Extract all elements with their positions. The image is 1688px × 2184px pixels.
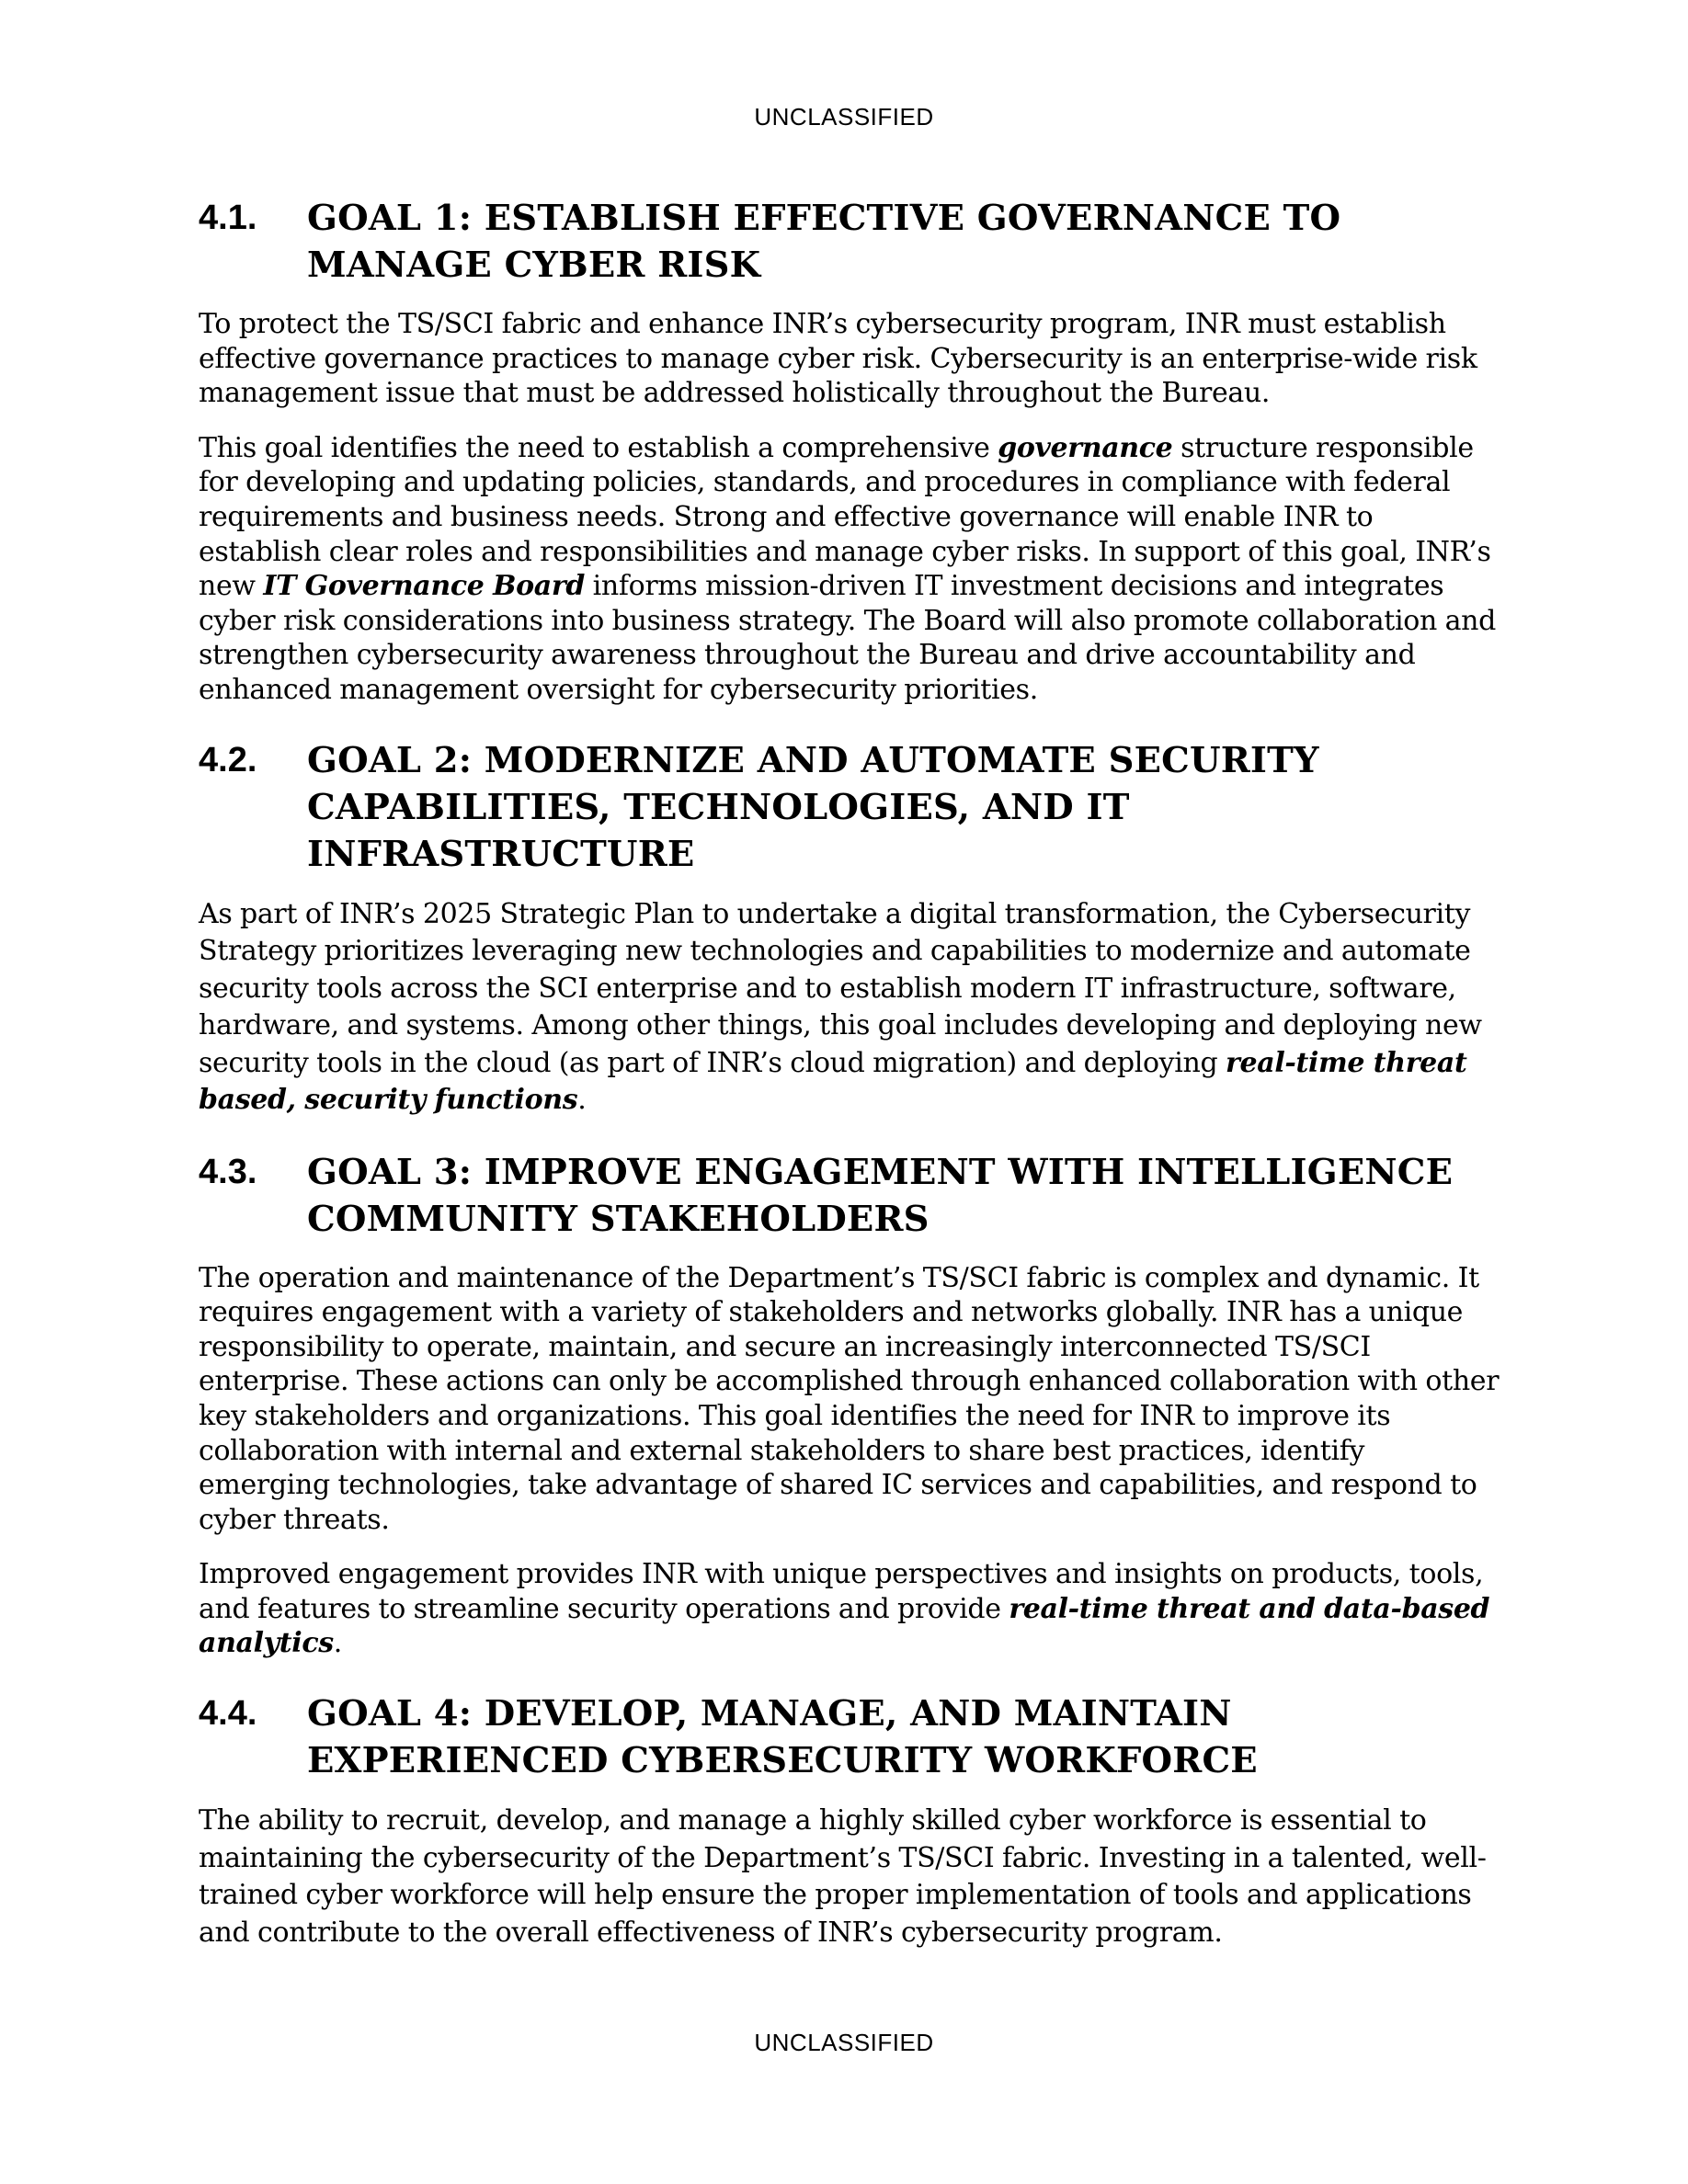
section-heading [199, 1149, 1500, 1243]
paragraph [199, 1557, 1500, 1661]
document-body [199, 195, 1500, 1972]
paragraph: The ability to recruit, develop, and manage a highly skilled cyber workforce is essential to maintaining the cybersecurity of the Department’s TS/SCI fabric. Investing in a talented, well-trained cyber workforce will help ensure the proper implementation of tools and applications and contribute to the overall effectiveness of INR’s cybersecurity program. [199, 1804, 1487, 1949]
section-number: 4.1. [199, 199, 257, 237]
section-goal-2 [199, 737, 1500, 1120]
classification-marking-bottom: UNCLASSIFIED [754, 2029, 934, 2056]
emphasis-term: IT Governance Board [263, 570, 585, 603]
section-heading [199, 195, 1500, 289]
paragraph [199, 431, 1500, 708]
emphasis-term: real-time threat and data-based analytics [199, 1592, 1490, 1660]
section-number: 4.3. [199, 1152, 257, 1191]
paragraph [199, 896, 1500, 1120]
section-title: GOAL 4: DEVELOP, MANAGE, AND MAINTAIN EXPERIENCED CYBERSECURITY WORKFORCE [307, 1693, 1258, 1782]
paragraph: To protect the TS/SCI fabric and enhance INR’s cybersecurity program, INR must establish effective governance practices to manage cyber risk. Cybersecurity is an enterprise-wide risk management issue that must be addressed holistically throughout the Bureau. [199, 308, 1477, 410]
classification-marking-top: UNCLASSIFIED [754, 103, 934, 131]
emphasis-term: real-time threat based, security functions [199, 1046, 1467, 1117]
section-heading [199, 737, 1500, 878]
section-number: 4.2. [199, 740, 257, 779]
section-number: 4.4. [199, 1694, 257, 1734]
text-run: . [333, 1627, 342, 1660]
section-heading [199, 1690, 1500, 1784]
emphasis-term: governance [998, 431, 1173, 464]
text-run: informs mission-driven IT investment decisions and integrates cyber risk considerations into business strategy. The Board will also promote collaboration and strengthen cybersecurity awareness throughout the Bureau and drive accountability and enhanced management oversight for cybersecurity priorities. [199, 570, 1496, 706]
text-run: Improved engagement provides INR with unique perspectives and insights on products, tools, and features to streamline security operations and provide [199, 1558, 1484, 1625]
section-title: GOAL 3: IMPROVE ENGAGEMENT WITH INTELLIGENCE COMMUNITY STAKEHOLDERS [307, 1151, 1454, 1240]
section-title: GOAL 1: ESTABLISH EFFECTIVE GOVERNANCE TO MANAGE CYBER RISK [307, 198, 1341, 286]
section-goal-4 [199, 1690, 1500, 1951]
section-title: GOAL 2: MODERNIZE AND AUTOMATE SECURITY CAPABILITIES, TECHNOLOGIES, AND IT INFRASTRUCTURE [307, 739, 1319, 875]
section-goal-1 [199, 195, 1500, 708]
section-goal-3 [199, 1149, 1500, 1662]
text-run: structure responsible for developing and updating policies, standards, and procedures in compliance with federal requirements and business needs. Strong and effective governance will enable INR to establish clear roles and responsibilities and manage cyber risks. In support of this goal, INR’s new [199, 431, 1491, 603]
text-run: This goal identifies the need to establish a comprehensive [199, 431, 998, 464]
text-run: As part of INR’s 2025 Strategic Plan to undertake a digital transformation, the Cybersecurity Strategy prioritizes leveraging new technologies and capabilities to modernize and automate security tools across the SCI enterprise and to establish modern IT infrastructure, software, hardware, and systems. Among other things, this goal includes developing and deploying new security tools in the cloud (as part of INR’s cloud migration) and deploying [199, 897, 1482, 1079]
paragraph: The operation and maintenance of the Department’s TS/SCI fabric is complex and dynamic. It requires engagement with a variety of stakeholders and networks globally. INR has a unique responsibility to operate, maintain, and secure an increasingly interconnected TS/SCI enterprise. These actions can only be accomplished through enhanced collaboration with other key stakeholders and organizations. This goal identifies the need for INR to improve its collaboration with internal and external stakeholders to share best practices, identify emerging technologies, take advantage of shared IC services and capabilities, and respond to cyber threats. [199, 1261, 1500, 1536]
text-run: . [577, 1084, 587, 1117]
